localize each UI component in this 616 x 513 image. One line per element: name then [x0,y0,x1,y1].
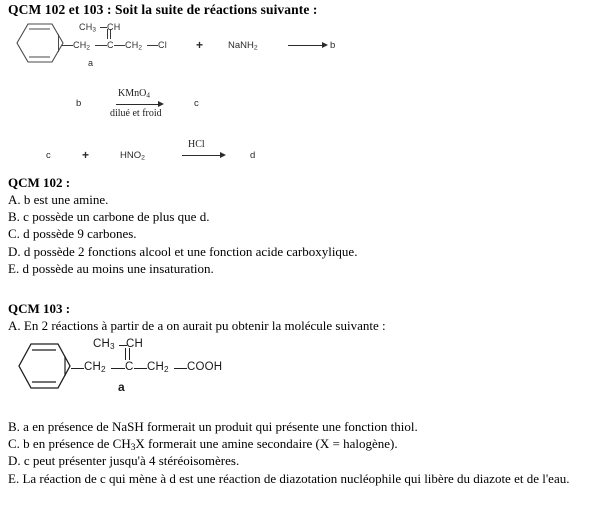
group-benzylic-ch2: $CH_2$ [73,40,91,52]
group-vinyl-ch: CH [107,22,121,32]
qcm-103-heading: QCM 103 : [8,301,71,316]
group2-carboxyl: COOH [187,361,223,373]
bond2-ring-ch2 [71,368,84,369]
reaction-scheme [0,0,616,175]
group2-benzylic-ch2: $CH_2$ [84,361,106,374]
group2-ch2: $CH_2$ [147,361,169,374]
group-central-c: C [107,40,114,50]
qcm-102-heading: QCM 102 : [8,175,71,190]
group-ch2-cl: $CH_2$ [125,40,143,52]
bond2-c-ch2b [134,368,147,369]
qcm-102-option-c: C. d possède 9 carbones. [8,226,137,242]
page-title: QCM 102 et 103 : Soit la suite de réactions suivante : [8,2,318,17]
qcm-102-option-d: D. d possède 2 fonctions alcool et une fonction acide carboxylique. [8,243,358,259]
qcm-103-options-rest [8,418,608,487]
benzene-ring-icon [16,22,64,64]
reagent-condition-dilute-cold: dilué et froid [110,108,162,119]
product-label-d: d [250,150,256,161]
group-chlorine: Cl [158,40,167,50]
benzene-ring-icon-2 [17,342,72,390]
group2-vinyl-ch: CH [126,338,144,350]
reactant-label-c2: c [46,150,51,161]
bond-c-ch2b [114,45,125,46]
molecule-label-a-top: a [88,58,94,68]
qcm-102-option-e: E. d possède au moins une insaturation. [8,260,214,276]
group2-central-c: C [125,361,134,373]
reagent-hno2: $HNO_2$ [120,150,145,162]
qcm-103-option-c-text: C. b en présence de $CH_3X$ formerait une amine secondaire (X = halogène). [8,436,398,454]
bond2-ch2-c [111,368,125,369]
reagent-nanh2: NaNH$_2$ [228,40,258,52]
reagent-kmno4: KMnO$_4$ [118,88,150,100]
qcm-103-option-a: A. En 2 réactions à partir de a on aurait pu obtenir la molécule suivante : [8,318,386,333]
product-label-b: b [330,40,336,51]
reagent-hcl: HCl [188,139,205,150]
group-methyl: $CH_3$ [79,22,97,34]
qcm-102-option-a: A. b est une amine. [8,192,109,207]
bond-ch2-cl [147,45,158,46]
qcm-103-option-c [8,435,608,452]
bond-ch3-ch [100,27,107,28]
molecule-label-a-bottom: a [118,380,125,394]
qcm-102-block [8,174,357,277]
product-label-c: c [194,98,199,109]
reactant-label-b: b [76,98,82,109]
bond-ch2-c [95,45,107,46]
qcm-102-option-b: B. c possède un carbone de plus que d. [8,209,210,225]
qcm-103-option-e: E. La réaction de c qui mène à d est une réaction de diazotation nucléophile qui libère du diazote et de l'eau. [8,470,570,486]
plus-sign-reaction3: + [82,148,90,162]
bond2-ch2-cooh [174,368,187,369]
bond-ring-ch2 [62,45,73,46]
plus-sign-reaction1: + [196,38,204,52]
qcm-103-molecule [0,330,616,400]
qcm-103-option-b: B. a en présence de NaSH formerait un produit qui présente une fonction thiol. [8,419,418,434]
qcm-103-option-d: D. c peut présenter jusqu'à 4 stéréoisomères. [8,453,240,469]
group2-methyl: $CH_3$ [93,338,115,351]
